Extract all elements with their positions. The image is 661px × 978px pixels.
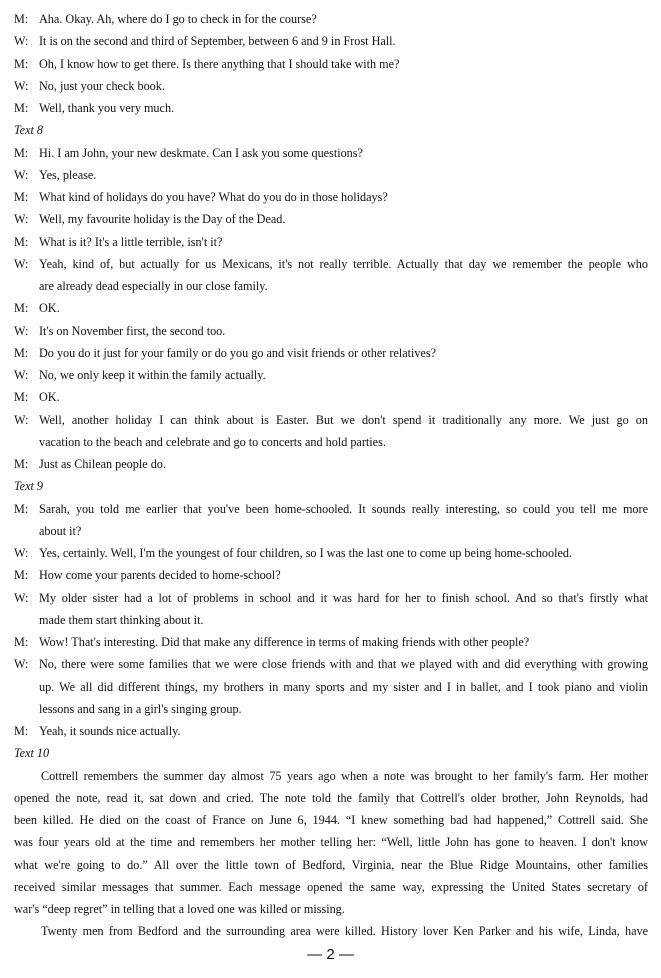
section-heading: Text 8	[14, 123, 44, 138]
section-heading: Text 10	[14, 746, 50, 761]
dialogue-text: Wow! That's interesting. Did that make any difference in terms of making friends with other people?	[39, 635, 530, 649]
dialogue-text: How come your parents decided to home-school?	[39, 568, 281, 583]
speaker-label: M:	[14, 145, 29, 160]
dialogue-continuation: are already dead especially in our close family.	[39, 279, 268, 293]
page-number: — 2 —	[307, 946, 354, 963]
passage-line	[14, 768, 648, 784]
dialogue-line	[14, 145, 648, 161]
dialogue-line	[14, 234, 648, 250]
speaker-label: M:	[14, 501, 29, 516]
speaker-label: M:	[14, 568, 29, 583]
dialogue-text: No, there were some families that we were close friends with and that we played with and did everything with growing	[39, 657, 648, 672]
dialogue-line	[14, 78, 648, 94]
dialogue-text: Well, my favourite holiday is the Day of the Dead.	[39, 212, 286, 227]
passage-line: opened the note, read it, sat down and cried. The note told the family that Cottrell's older brother, John Reynolds, had	[14, 790, 648, 805]
dialogue-line	[14, 256, 648, 272]
speaker-label: M:	[14, 190, 29, 204]
dialogue-line	[14, 389, 648, 405]
dialogue-line	[14, 167, 648, 183]
dialogue-text: Aha. Okay. Ah, where do I go to check in for the course?	[39, 12, 317, 26]
speaker-label: W:	[14, 412, 29, 427]
dialogue-line	[14, 33, 648, 49]
passage-line: received similar messages that summer. Each message opened the same way, expressing the United States secretary of	[14, 879, 648, 894]
dialogue-line	[14, 367, 648, 383]
dialogue-text: Do you do it just for your family or do you go and visit friends or other relatives?	[39, 345, 437, 360]
speaker-label: W:	[14, 546, 29, 560]
dialogue-line	[14, 300, 648, 316]
speaker-label: M:	[14, 12, 29, 26]
dialogue-continuation: made them start thinking about it.	[39, 612, 204, 627]
dialogue-line	[14, 567, 648, 583]
speaker-label: W:	[14, 78, 29, 93]
dialogue-line	[14, 189, 648, 205]
dialogue-text: Just as Chilean people do.	[39, 457, 166, 471]
dialogue-line	[14, 634, 648, 650]
dialogue-text: Yeah, it sounds nice actually.	[39, 724, 181, 738]
dialogue-text: Yes, certainly. Well, I'm the youngest of four children, so I was the last one to come up being home-schooled.	[39, 546, 573, 560]
speaker-label: W:	[14, 256, 29, 271]
speaker-label: W:	[14, 368, 29, 382]
dialogue-line	[14, 412, 648, 428]
dialogue-continuation: up. We all did different things, my brothers in many sports and my sister and I in ballet, and I took piano and violin	[39, 679, 648, 694]
dialogue-line	[14, 345, 648, 361]
dialogue-line	[14, 456, 648, 472]
dialogue-text: OK.	[39, 390, 60, 405]
dialogue-line	[14, 211, 648, 227]
dialogue-text: What kind of holidays do you have? What do you do in those holidays?	[39, 190, 388, 204]
dialogue-text: Sarah, you told me earlier that you've been home-schooled. It sounds really interesting, so could you tell me more	[39, 501, 648, 516]
speaker-label: M:	[14, 301, 29, 316]
dialogue-text: It's on November first, the second too.	[39, 323, 226, 338]
dialogue-line	[14, 501, 648, 517]
dialogue-continuation: lessons and sang in a girl's singing group.	[39, 701, 242, 716]
passage-text: Cottrell remembers the summer day almost 75 years ago when a note was brought to her family's farm. Her mother	[41, 768, 648, 783]
speaker-label: M:	[14, 635, 29, 649]
dialogue-text: Oh, I know how to get there. Is there anything that I should take with me?	[39, 56, 400, 71]
dialogue-text: No, just your check book.	[39, 78, 165, 93]
speaker-label: M:	[14, 56, 29, 71]
passage-line: been killed. He died on the coast of France on June 6, 1944. “I knew something bad had happened,” Cottrell said. She	[14, 813, 648, 827]
passage-line	[14, 923, 648, 939]
dialogue-text: OK.	[39, 301, 60, 316]
passage-line: war's “deep regret” in telling that a loved one was killed or missing.	[14, 902, 345, 916]
speaker-label: M:	[14, 390, 29, 405]
speaker-label: M:	[14, 234, 29, 249]
speaker-label: W:	[14, 34, 29, 49]
speaker-label: W:	[14, 590, 29, 605]
speaker-label: M:	[14, 101, 29, 115]
speaker-label: W:	[14, 323, 29, 338]
dialogue-continuation: about it?	[39, 523, 82, 538]
section-heading: Text 9	[14, 479, 44, 494]
dialogue-line	[14, 11, 648, 27]
dialogue-text: No, we only keep it within the family actually.	[39, 368, 266, 382]
speaker-label: W:	[14, 212, 29, 227]
speaker-label: W:	[14, 657, 29, 672]
speaker-label: M:	[14, 724, 29, 738]
dialogue-line	[14, 56, 648, 72]
dialogue-text: Yes, please.	[39, 167, 97, 182]
dialogue-line	[14, 656, 648, 672]
dialogue-text: Well, thank you very much.	[39, 101, 175, 115]
dialogue-line	[14, 323, 648, 339]
passage-line: what we're going to do.” All over the little town of Bedford, Virginia, near the Blue Ridge Mountains, other families	[14, 857, 648, 872]
dialogue-text: It is on the second and third of September, between 6 and 9 in Frost Hall.	[39, 34, 396, 49]
dialogue-text: Well, another holiday I can think about is Easter. But we don't spend it traditionally any more. We just go on	[39, 412, 648, 427]
dialogue-continuation: vacation to the beach and celebrate and go to concerts and hold parties.	[39, 434, 386, 449]
speaker-label: W:	[14, 167, 29, 182]
dialogue-line	[14, 545, 648, 561]
dialogue-text: Yeah, kind of, but actually for us Mexicans, it's not really terrible. Actually that day we remember the people who	[39, 256, 648, 271]
speaker-label: M:	[14, 345, 29, 360]
dialogue-line	[14, 590, 648, 606]
dialogue-text: What is it? It's a little terrible, isn't it?	[39, 234, 223, 249]
passage-text: Twenty men from Bedford and the surrounding area were killed. History lover Ken Parker and his wife, Linda, have	[41, 924, 648, 939]
dialogue-line	[14, 723, 648, 739]
speaker-label: M:	[14, 457, 29, 471]
dialogue-line	[14, 100, 648, 116]
dialogue-text: My older sister had a lot of problems in school and it was hard for her to finish school. And so that's firstly what	[39, 590, 648, 605]
passage-line: was four years old at the time and remembers her mother telling her: “Well, little John has gone to heaven. I don't know	[14, 835, 648, 850]
dialogue-text: Hi. I am John, your new deskmate. Can I ask you some questions?	[39, 145, 363, 160]
